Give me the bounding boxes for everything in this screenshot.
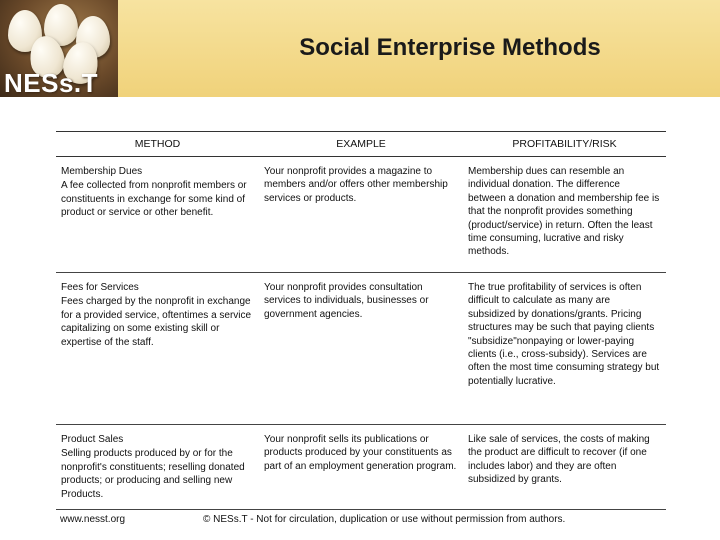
page-title: Social Enterprise Methods (299, 34, 601, 61)
method-description: Selling products produced by or for the nonprofit's constituents; reselling donated products; or producing and selling new Products. (61, 448, 245, 500)
method-name: Product Sales (61, 434, 124, 445)
method-name: Membership Dues (61, 166, 143, 177)
example-cell: Your nonprofit provides a magazine to members and/or offers other membership services or products. (259, 157, 463, 273)
table-row (56, 273, 666, 425)
profitability-cell: The true profitability of services is often difficult to calculate as many are subsidized by donations/grants. Pricing structures may be such that paying clients "subsidize"nonpaying or lower-paying clients (i.e., cross-subsidy). Services are often the most time consuming strategy but potentially lucrative. (463, 273, 666, 425)
footer-website: www.nesst.org (60, 514, 126, 525)
logo-text: NESs.T (4, 68, 99, 98)
table-row (56, 425, 666, 510)
method-cell (56, 157, 259, 273)
method-name: Fees for Services (61, 282, 139, 293)
example-cell: Your nonprofit sells its publications or products produced by your constituents as part of an employment generation program. (259, 425, 463, 510)
column-header-profitability: PROFITABILITY/RISK (463, 132, 666, 157)
column-header-example: EXAMPLE (259, 132, 463, 157)
example-cell: Your nonprofit provides consultation services to individuals, businesses or government agencies. (259, 273, 463, 425)
profitability-cell: Membership dues can resemble an individual donation. The difference between a donation and membership fee is that the nonprofit provides something (product/service) in return. Often the least time consuming, lucrative and risky methods. (463, 157, 666, 273)
profitability-cell: Like sale of services, the costs of making the product are difficult to recover (if one includes labor) and they are often subsidized by grants. (463, 425, 666, 510)
method-cell (56, 425, 259, 510)
methods-table (56, 131, 666, 510)
footer-copyright: © NESs.T - Not for circulation, duplication or use without permission from authors. (203, 514, 566, 525)
method-description: Fees charged by the nonprofit in exchange for a provided service, oftentimes a service capitalizing on some existing skill or expertise of the staff. (61, 296, 252, 348)
method-description: A fee collected from nonprofit members or constituents in exchange for some kind of product or service or other benefit. (61, 180, 247, 219)
column-header-method: METHOD (56, 132, 259, 157)
method-cell (56, 273, 259, 425)
table-row (56, 157, 666, 273)
table-header-row (56, 132, 666, 157)
